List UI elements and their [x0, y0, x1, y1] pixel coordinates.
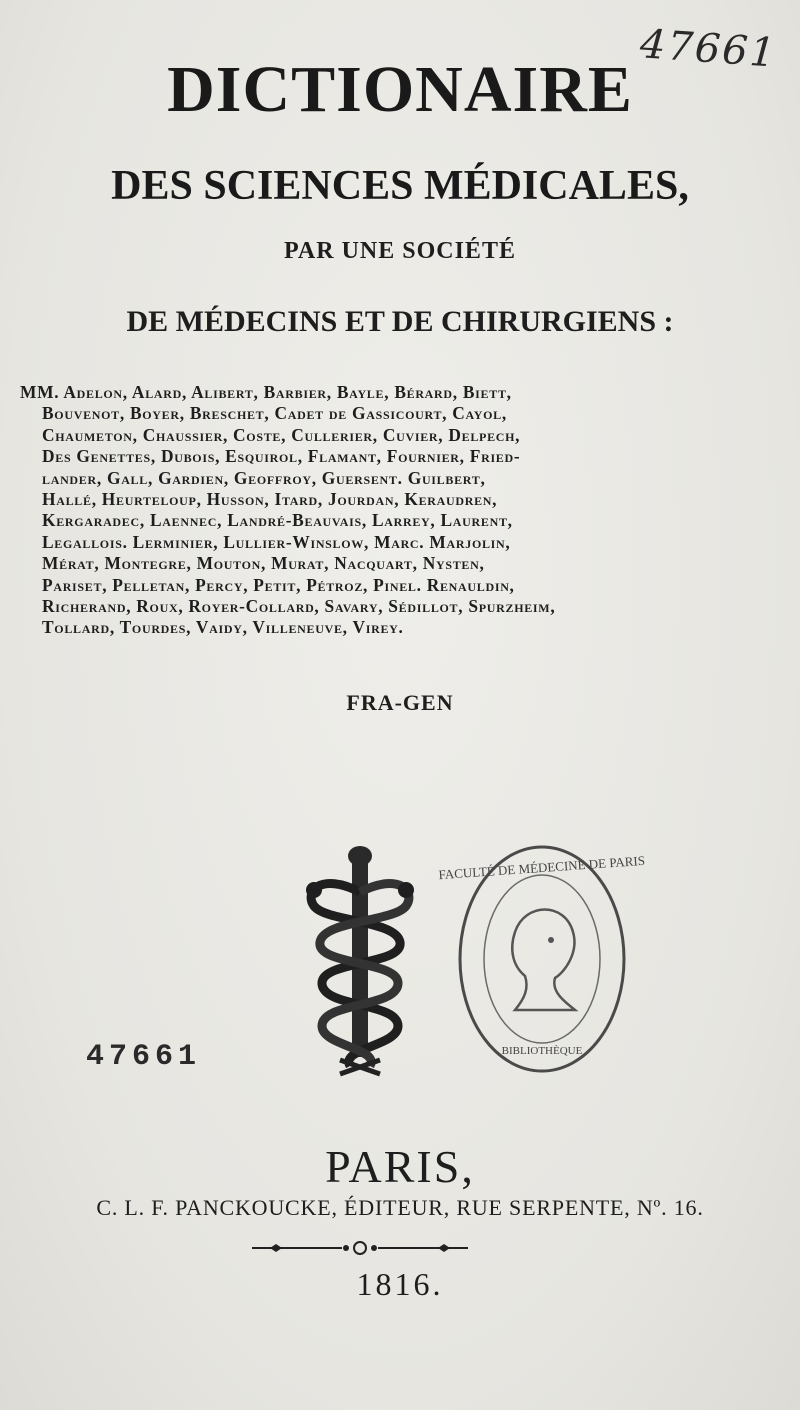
- authors-line: Legallois. Lerminier, Lullier-Winslow, Marc. Marjolin,: [42, 531, 511, 552]
- authors-line: Bouvenot, Boyer, Breschet, Cadet de Gassicourt, Cayol,: [42, 403, 507, 424]
- authors-line: Kergaradec, Laennec, Landré-Beauvais, Larrey, Laurent,: [42, 510, 513, 531]
- authors-line: Mérat, Montegre, Mouton, Murat, Nacquart, Nysten,: [42, 553, 485, 574]
- authors-line: Chaumeton, Chaussier, Coste, Cullerier, Cuvier, Delpech,: [42, 424, 521, 445]
- publisher-line: C. L. F. PANCKOUCKE, ÉDITEUR, RUE SERPENTE, Nº. 16.: [96, 1195, 704, 1220]
- society-line: PAR UNE SOCIÉTÉ: [284, 238, 516, 264]
- book-title: DICTIONAIRE: [167, 53, 633, 126]
- authors-line: MM. Adelon, Alard, Alibert, Barbier, Bayle, Bérard, Biett,: [20, 382, 512, 402]
- book-subtitle: DES SCIENCES MÉDICALES,: [111, 163, 689, 209]
- authors-line: Richerand, Roux, Royer-Collard, Savary, Sédillot, Spurzheim,: [42, 596, 556, 617]
- authors-line: Tollard, Tourdes, Vaidy, Villeneuve, Virey.: [42, 617, 404, 638]
- authors-line: Hallé, Heurteloup, Husson, Itard, Jourdan, Keraudren,: [42, 489, 498, 510]
- authors-list: [20, 382, 690, 639]
- library-stamp-icon: [438, 842, 646, 1077]
- ornament-divider-icon: [250, 1238, 470, 1258]
- authors-line: lander, Gall, Gardien, Geoffroy, Guersent. Guilbert,: [42, 467, 486, 488]
- publication-city: PARIS,: [325, 1141, 475, 1192]
- authors-line: Pariset, Pelletan, Percy, Petit, Pétroz, Pinel. Renauldin,: [42, 574, 515, 595]
- stamp-text: FACULTÉ DE MÉDECINE DE PARIS: [438, 852, 646, 883]
- profession-line: DE MÉDECINS ET DE CHIRURGIENS :: [126, 305, 674, 338]
- handwritten-shelf-number: 47661: [638, 21, 779, 77]
- inventory-stamp-number: 47661: [86, 1040, 202, 1074]
- authors-line: Des Genettes, Dubois, Esquirol, Flamant, Fournier, Fried-: [42, 446, 521, 467]
- stamp-subtext: BIBLIOTHÈQUE: [501, 1045, 583, 1057]
- caduceus-emblem-icon: [300, 842, 420, 1077]
- volume-range: FRA-GEN: [346, 690, 454, 715]
- publication-year: 1816.: [356, 1266, 444, 1302]
